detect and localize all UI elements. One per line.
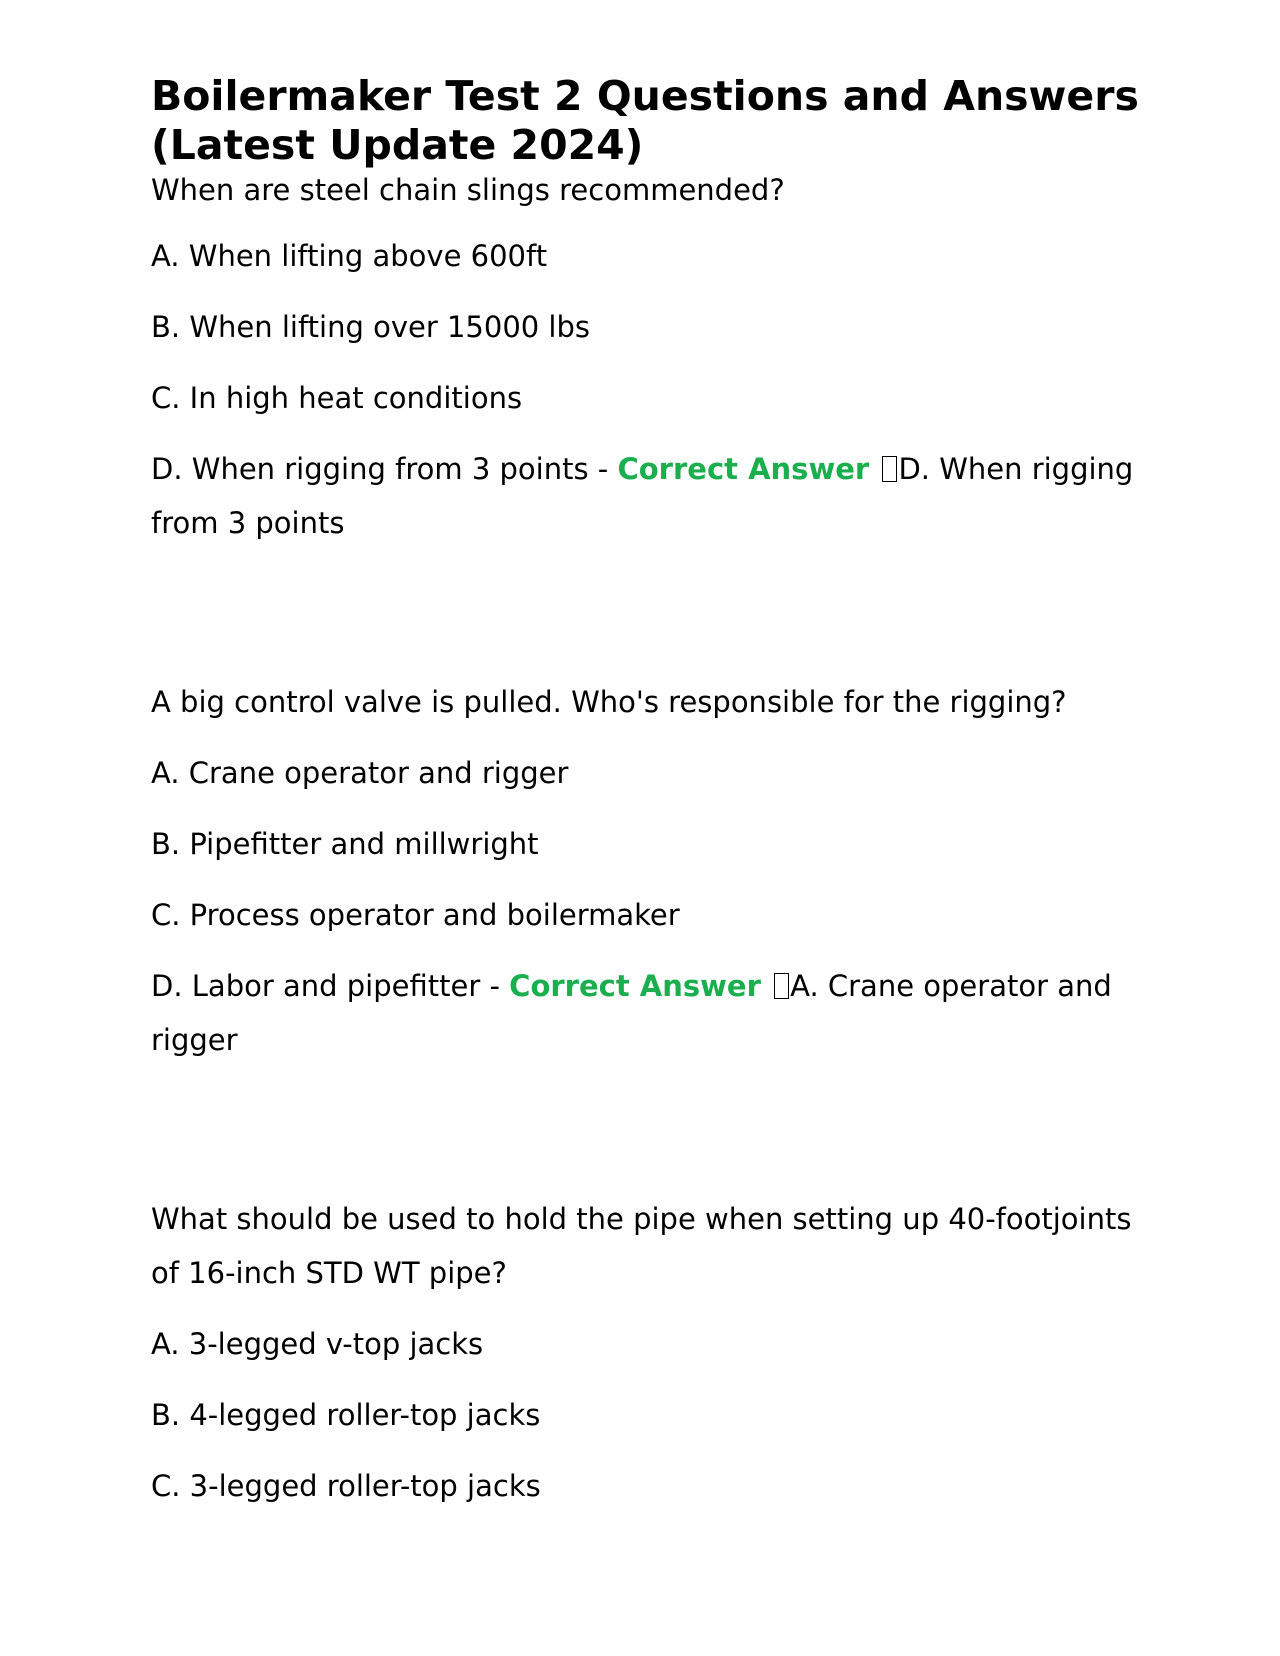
question-text: A big control valve is pulled. Who's responsible for the rigging? — [151, 685, 1067, 719]
question-block-1 — [151, 168, 1141, 550]
answer-text: A. Crane operator and rigger — [151, 969, 1112, 1057]
question-text: When are steel chain slings recommended? — [151, 173, 785, 207]
question-block-2 — [151, 675, 1141, 1067]
option-b: B. 4-legged roller-top jacks — [151, 1398, 541, 1432]
option-a: A. When lifting above 600ft — [151, 239, 548, 273]
option-c: C. 3-legged roller-top jacks — [151, 1469, 541, 1503]
option-d: D. Labor and pipefitter - — [151, 969, 510, 1003]
option-b: B. Pipefitter and millwright — [151, 827, 539, 861]
option-d-with-answer — [151, 959, 1141, 1067]
correct-answer-label: Correct Answer — [509, 969, 761, 1003]
option-d: D. When rigging from 3 points - — [151, 452, 618, 486]
option-c: C. In high heat conditions — [151, 381, 523, 415]
option-a: A. Crane operator and rigger — [151, 756, 569, 790]
correct-answer-label: Correct Answer — [617, 452, 870, 486]
missing-glyph-icon — [774, 973, 789, 999]
question-block-3 — [151, 1192, 1141, 1513]
answer-text: D. When rigging from 3 points — [151, 452, 1134, 540]
question-text: What should be used to hold the pipe when setting up 40-footjoints of 16-inch STD WT pipe? — [151, 1202, 1132, 1290]
document-title: Boilermaker Test 2 Questions and Answers (Latest Update 2024) — [151, 72, 1139, 169]
missing-glyph-icon — [882, 456, 897, 482]
option-c: C. Process operator and boilermaker — [151, 898, 680, 932]
option-b: B. When lifting over 15000 lbs — [151, 310, 591, 344]
option-a: A. 3-legged v-top jacks — [151, 1327, 484, 1361]
document-page — [151, 72, 1141, 1513]
option-d-with-answer — [151, 442, 1141, 550]
